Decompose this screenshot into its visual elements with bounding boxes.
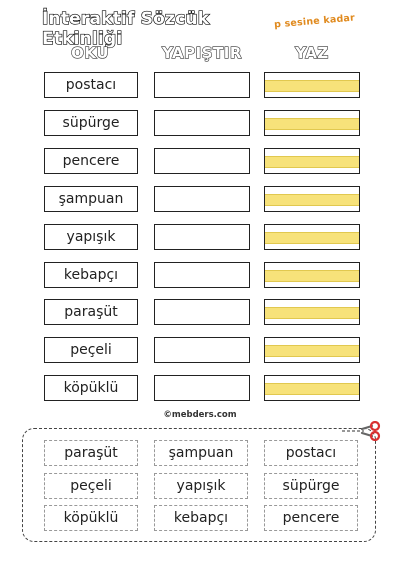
exercise-row (0, 110, 400, 140)
writing-line (265, 194, 359, 206)
paste-box[interactable] (154, 337, 250, 363)
scissors-icon (342, 421, 382, 441)
writing-line (265, 232, 359, 244)
cutout-word-card[interactable]: peçeli (44, 473, 138, 499)
writing-line (265, 80, 359, 92)
paste-box[interactable] (154, 375, 250, 401)
paste-box[interactable] (154, 299, 250, 325)
exercise-row (0, 337, 400, 367)
paste-box[interactable] (154, 224, 250, 250)
column-header-read: OKU (71, 44, 109, 62)
write-box[interactable] (264, 299, 360, 325)
write-box[interactable] (264, 224, 360, 250)
write-box[interactable] (264, 110, 360, 136)
write-box[interactable] (264, 186, 360, 212)
writing-line (265, 156, 359, 168)
write-box[interactable] (264, 337, 360, 363)
exercise-row (0, 186, 400, 216)
write-box[interactable] (264, 148, 360, 174)
cutout-word-card[interactable]: şampuan (154, 440, 248, 466)
word-box: postacı (44, 72, 138, 98)
word-box: süpürge (44, 110, 138, 136)
page-title: İnteraktif Sözcük Etkinliği (42, 9, 210, 49)
exercise-row (0, 375, 400, 405)
column-header-paste: YAPIŞTIR (162, 44, 242, 62)
exercise-row (0, 299, 400, 329)
cutout-word-card[interactable]: köpüklü (44, 505, 138, 531)
cutout-word-card[interactable]: postacı (264, 440, 358, 466)
word-box: köpüklü (44, 375, 138, 401)
writing-line (265, 345, 359, 357)
exercise-row (0, 148, 400, 178)
writing-line (265, 307, 359, 319)
exercise-row (0, 262, 400, 292)
writing-line (265, 383, 359, 395)
word-box: pencere (44, 148, 138, 174)
writing-line (265, 118, 359, 130)
cutout-word-card[interactable]: pencere (264, 505, 358, 531)
exercise-row (0, 72, 400, 102)
footer-credit: ©mebders.com (163, 410, 237, 420)
write-box[interactable] (264, 72, 360, 98)
cutout-word-card[interactable]: paraşüt (44, 440, 138, 466)
cutout-word-card[interactable]: süpürge (264, 473, 358, 499)
write-box[interactable] (264, 262, 360, 288)
paste-box[interactable] (154, 148, 250, 174)
paste-box[interactable] (154, 186, 250, 212)
word-box: paraşüt (44, 299, 138, 325)
paste-box[interactable] (154, 262, 250, 288)
word-box: kebapçı (44, 262, 138, 288)
page-subtitle: p sesine kadar (273, 12, 356, 31)
writing-line (265, 270, 359, 282)
paste-box[interactable] (154, 110, 250, 136)
word-box: peçeli (44, 337, 138, 363)
exercise-row (0, 224, 400, 254)
word-box: yapışık (44, 224, 138, 250)
word-box: şampuan (44, 186, 138, 212)
write-box[interactable] (264, 375, 360, 401)
cutout-word-card[interactable]: kebapçı (154, 505, 248, 531)
paste-box[interactable] (154, 72, 250, 98)
cutout-word-card[interactable]: yapışık (154, 473, 248, 499)
column-header-write: YAZ (295, 44, 329, 62)
